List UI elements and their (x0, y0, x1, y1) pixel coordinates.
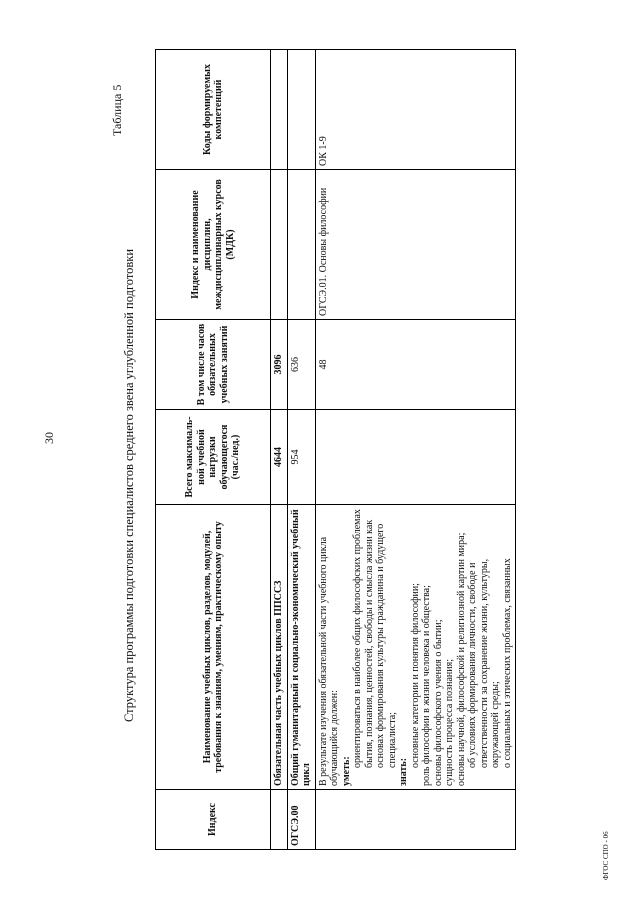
ogse-index: ОГСЭ.00 (287, 790, 315, 850)
ogse-row (287, 50, 315, 850)
mandatory-part-row (271, 50, 288, 850)
col-header-name: Наименование учебных циклов, разделов, модулей, требования к знаниям, умениям, практическому опыту (156, 505, 271, 790)
ogse-name: Общий гуманитарный и социально-экономический учебный цикл (287, 505, 315, 790)
znat-item: сущность процесса познания; (444, 659, 455, 786)
ogse-req: 636 (287, 320, 315, 410)
philosophy-row (315, 50, 516, 850)
mandatory-part-name: Обязательная часть учебных циклов ППССЗ (271, 505, 288, 790)
znat-label: знать: (398, 757, 409, 786)
footer-code: ФГОС СПО - 06 (602, 831, 610, 880)
page-number: 30 (42, 432, 56, 444)
mandatory-part-max: 4644 (271, 410, 288, 505)
structure-table (155, 49, 516, 850)
umet-label: уметь: (340, 756, 352, 786)
col-header-competencies: Коды формируемых компетенций (156, 50, 271, 170)
table-label: Таблица 5 (110, 84, 124, 136)
znat-item: об условиях формирования личности, свободе и ответственности за сохранение жизни, культуры, окружающей среды; (467, 558, 501, 768)
znat-item: основы философского учения о бытии; (432, 619, 444, 786)
intro-text: В результате изучения обязательной части учебного цикла обучающийся должен: (317, 536, 340, 786)
philosophy-codes: ОК 1-9 (315, 50, 516, 170)
philosophy-requirements (315, 505, 516, 790)
col-header-max-load: Всего максималь-ной учебной нагрузки обучающегося (час./нед.) (156, 410, 271, 505)
philosophy-req: 48 (315, 320, 516, 410)
structure-table-container (155, 50, 600, 850)
header-row (156, 50, 271, 850)
mandatory-part-req: 3096 (271, 320, 288, 410)
umet-text: ориентироваться в наиболее общих философских проблемах бытия, познания, ценностей, свободы и смысла жизни как основах формирования культуры гражданина и будущего специалиста; (352, 509, 398, 768)
col-header-discipline: Индекс и наименование дисциплин, междисциплинарных курсов (МДК) (156, 170, 271, 320)
znat-item: основные категории и понятия философии; (409, 583, 421, 768)
znat-item: о социальных и этических проблемах, связанных (501, 558, 513, 768)
ogse-max: 954 (287, 410, 315, 505)
znat-item: основы научной, философской и религиозной картин мира; (455, 532, 467, 786)
page-title: Структура программы подготовки специалистов среднего звена углубленной подготовки (122, 248, 136, 722)
col-header-required-hours: В том числе часов обязательных учебных занятий (156, 320, 271, 410)
philosophy-discipline: ОГСЭ.01. Основы философии (315, 170, 516, 320)
col-header-index: Индекс (156, 790, 271, 850)
znat-item: роль философии в жизни человека и общества; (421, 585, 432, 786)
